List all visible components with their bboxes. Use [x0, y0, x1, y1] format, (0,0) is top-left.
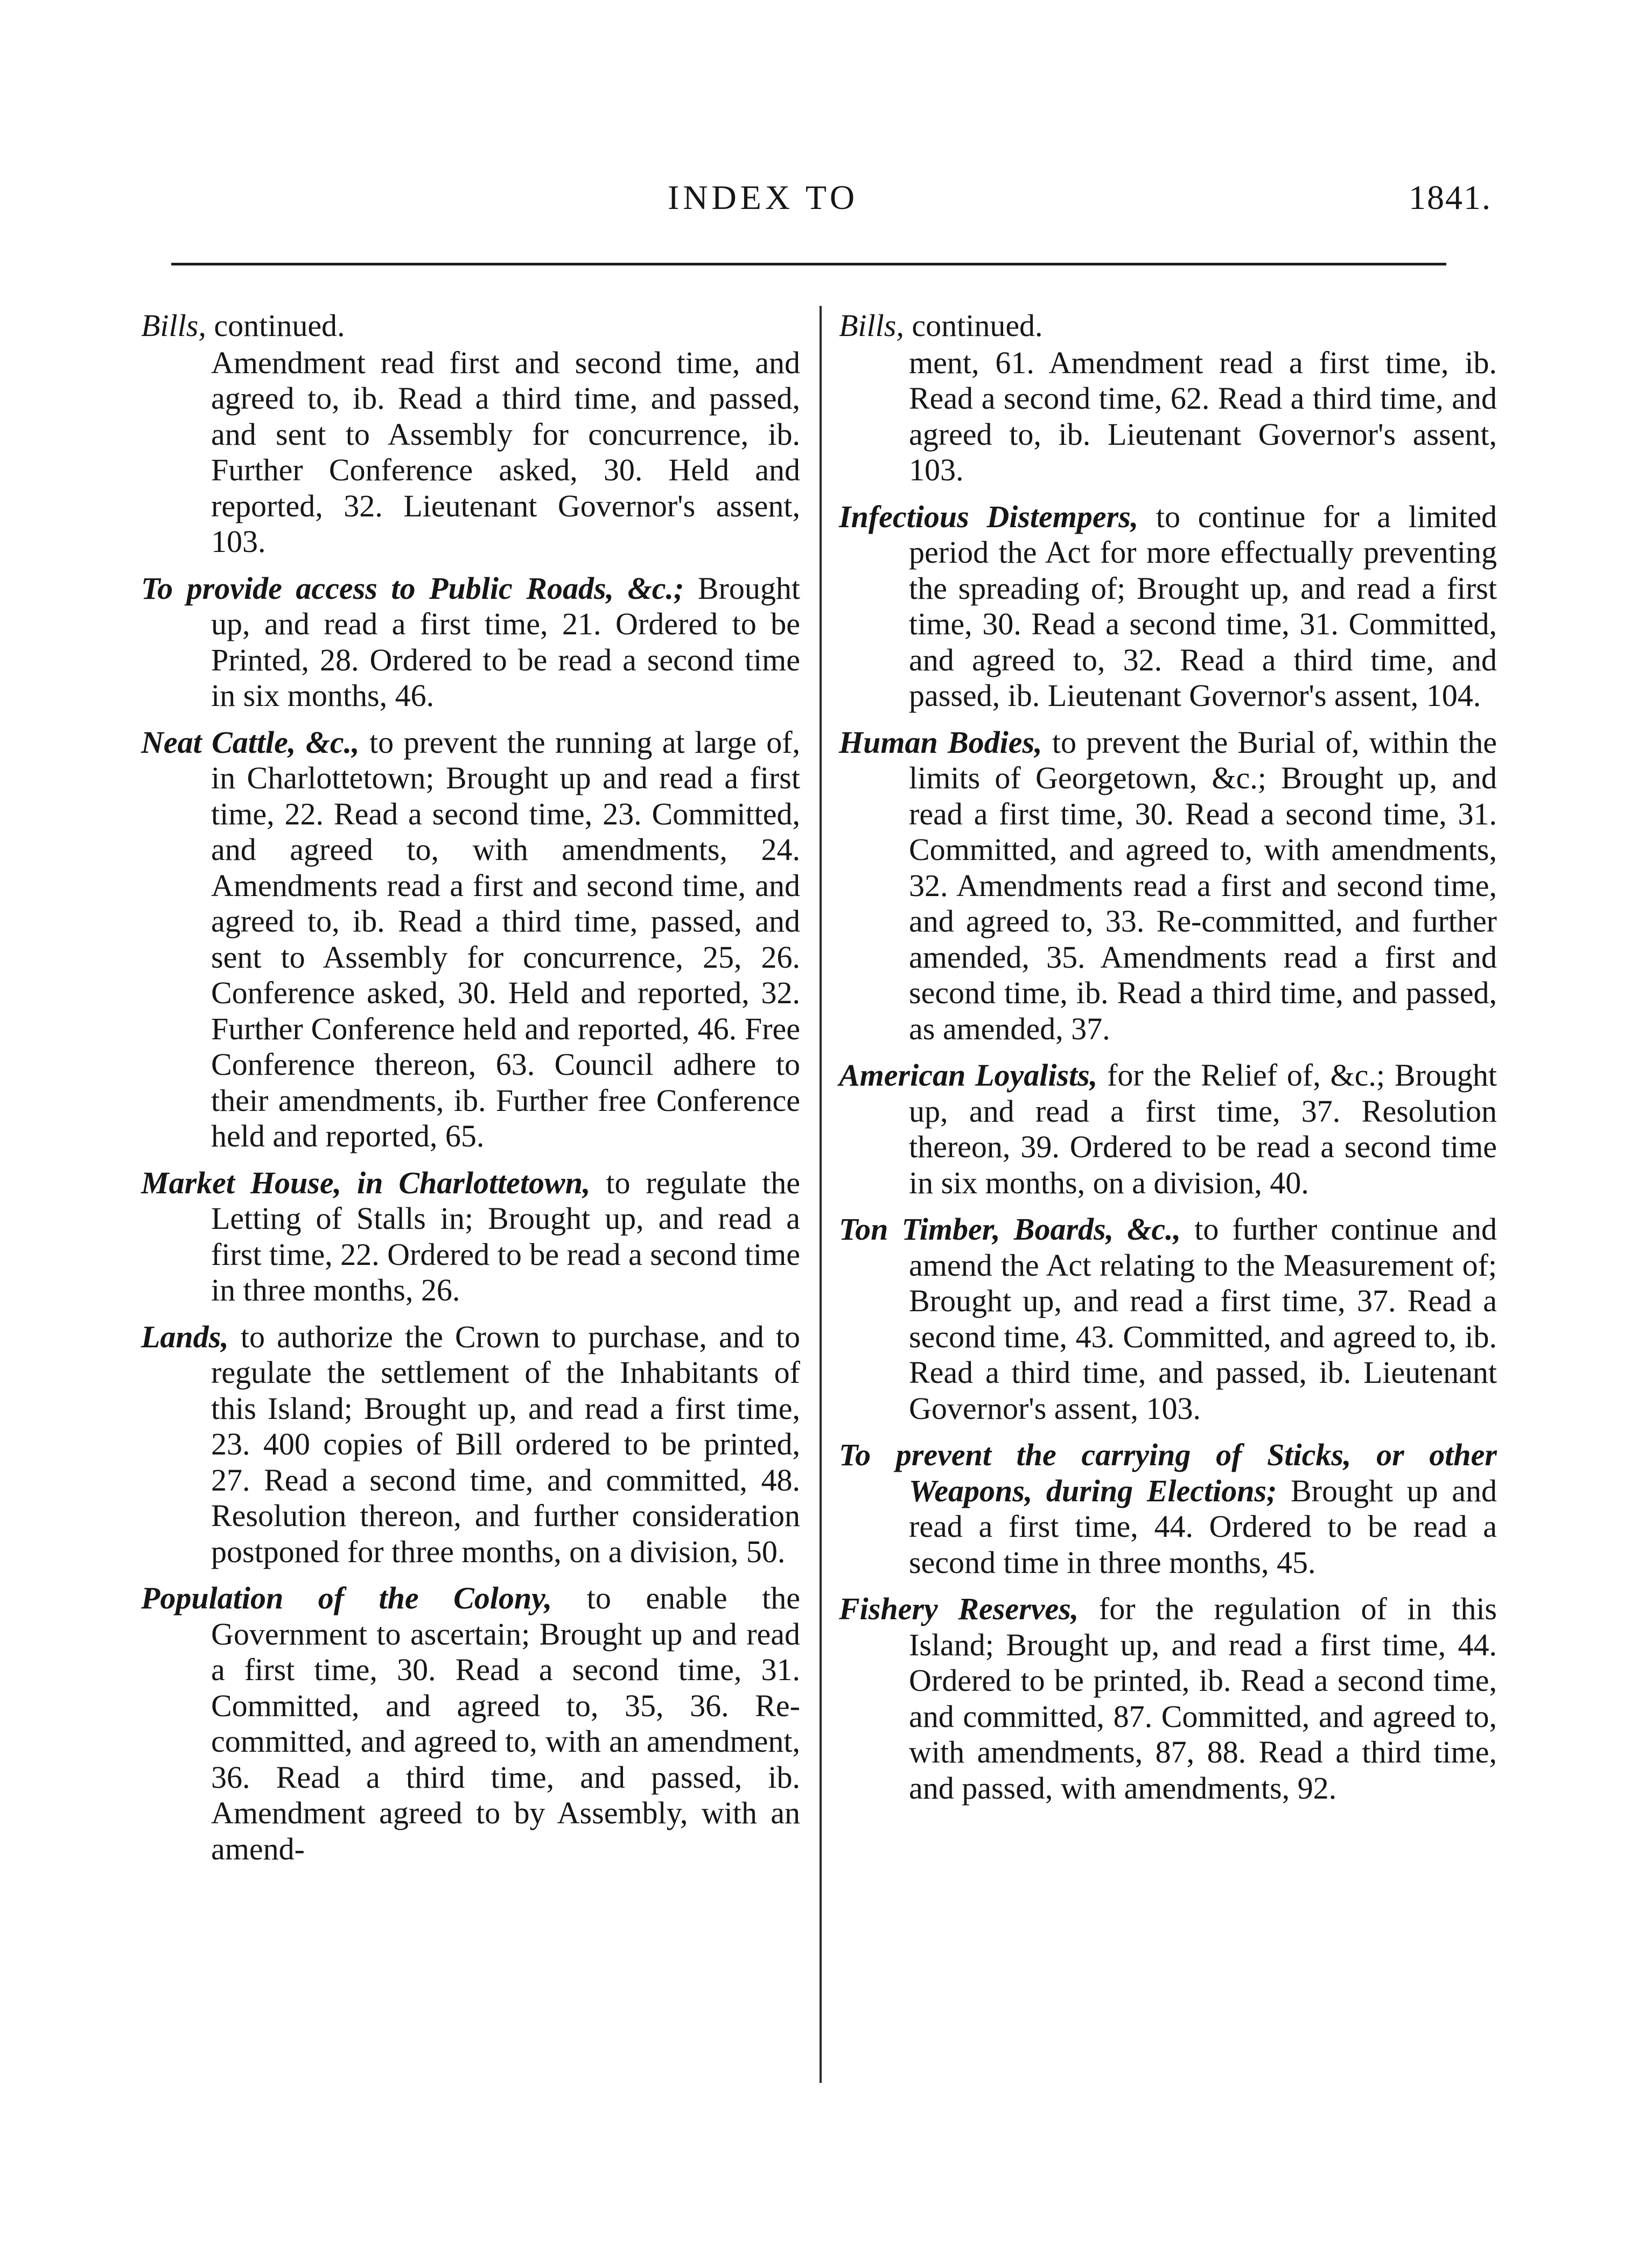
entry-text: Brought up and read a first time, 44. Ordered to be read a second time in three months, 45.	[909, 1473, 1497, 1580]
entry-heading: Ton Timber, Boards, &c.,	[839, 1212, 1181, 1247]
page-year: 1841.	[1409, 178, 1492, 216]
continued-suffix: continued.	[214, 308, 345, 343]
entry-text: to enable the Government to ascertain; Brought up and read a first time, 30. Read a second time, 31. Committed, and agreed to, 35, 36. Re-committed, and agreed to, with an amendment, 36. Read a third time, and passed, ib. Amendment agreed to by Assembly, with an amend-	[211, 1580, 800, 1866]
index-entry	[141, 1580, 800, 1867]
index-entry	[141, 1319, 800, 1570]
entry-text: Brought up, and read a first time, 21. Ordered to be Printed, 28. Ordered to be read a second time in six months, 46.	[211, 570, 800, 713]
entry-text: to prevent the running at large of, in Charlottetown; Brought up and read a first time, 22. Read a second time, 23. Committed, and agreed to, with amendments, 24. Amendments read a first and second time, and agreed to, ib. Read a third time, passed, and sent to Assembly for concurrence, 25, 26. Conference asked, 30. Held and reported, 32. Further Conference held and reported, 46. Free Conference thereon, 63. Council adhere to their amendments, ib. Further free Conference held and reported, 65.	[211, 724, 801, 1153]
entry-heading: American Loyalists,	[839, 1058, 1098, 1093]
continued-heading	[141, 308, 800, 344]
entry-text: to prevent the Burial of, within the limits of Georgetown, &c.; Brought up, and read a first time, 30. Read a second time, 31. Committed, and agreed to, with amendments, 32. Amendments read a first and second time, and agreed to, 33. Re-committed, and further amended, 35. Amendments read a first and second time, ib. Read a third time, and passed, as amended, 37.	[909, 724, 1497, 1046]
entry-text: to continue for a limited period the Act for more effectually preventing the spreading of; Brought up, and read a first time, 30. Read a second time, 31. Committed, and agreed to, 32. Read a third time, and passed, ib. Lieutenant Governor's assent, 104.	[909, 499, 1497, 713]
continued-suffix: continued.	[912, 308, 1043, 343]
index-entry	[839, 1591, 1497, 1806]
index-entry	[839, 725, 1497, 1047]
continued-label: Bills,	[141, 308, 206, 343]
header-rule	[171, 263, 1446, 265]
entry-heading: To provide access to Public Roads, &c.;	[141, 570, 684, 606]
entry-heading: Market House, in Charlottetown,	[141, 1165, 591, 1200]
entry-heading: Human Bodies,	[839, 724, 1042, 760]
index-entry	[141, 571, 800, 714]
entry-text: to regulate the Letting of Stalls in; Brought up, and read a first time, 22. Ordered to be read a second time in three months, 26.	[211, 1165, 800, 1307]
entry-heading: Neat Cattle, &c.,	[141, 724, 360, 760]
index-entry	[141, 725, 800, 1155]
index-entry	[839, 1437, 1497, 1580]
entry-heading: To prevent the carrying of Sticks, or other Weapons, during Elections;	[839, 1437, 1497, 1508]
continued-heading	[839, 308, 1497, 344]
entry-text: for the Relief of, &c.; Brought up, and read a first time, 37. Resolution thereon, 39. Ordered to be read a second time in six months, on a division, 40.	[909, 1058, 1497, 1200]
continuation-text	[839, 345, 1497, 488]
entry-text: to further continue and amend the Act relating to the Measurement of; Brought up, and read a first time, 37. Read a second time, 43. Committed, and agreed to, ib. Read a third time, and passed, ib. Lieutenant Governor's assent, 103.	[909, 1212, 1497, 1426]
index-entry	[141, 1165, 800, 1309]
index-entry	[839, 499, 1497, 714]
entry-heading: Infectious Distempers,	[839, 499, 1139, 534]
column-divider	[820, 306, 822, 2083]
entry-text: ment, 61. Amendment read a first time, ib. Read a second time, 62. Read a third time, and agreed to, ib. Lieutenant Governor's assent, 103.	[909, 345, 1497, 487]
continued-label: Bills,	[839, 308, 904, 343]
left-column	[141, 308, 800, 1878]
running-title: INDEX TO	[668, 178, 859, 216]
continuation-text	[141, 345, 800, 560]
entry-heading: Population of the Colony,	[141, 1580, 552, 1615]
right-column	[839, 308, 1497, 1817]
entry-heading: Fishery Reserves,	[839, 1591, 1079, 1626]
index-entry	[839, 1212, 1497, 1426]
entry-text: for the regulation of in this Island; Brought up, and read a first time, 44. Ordered to be printed, ib. Read a second time, and committed, 87. Committed, and agreed to, with amendments, 87, 88. Read a third time, and passed, with amendments, 92.	[909, 1591, 1497, 1806]
entry-text: Amendment read first and second time, and agreed to, ib. Read a third time, and passed, and sent to Assembly for concurrence, ib. Further Conference asked, 30. Held and reported, 32. Lieutenant Governor's assent, 103.	[211, 345, 800, 559]
entry-heading: Lands,	[141, 1319, 229, 1354]
entry-text: to authorize the Crown to purchase, and to regulate the settlement of the Inhabitants of this Island; Brought up, and read a first time, 23. 400 copies of Bill ordered to be printed, 27. Read a second time, and committed, 48. Resolution thereon, and further consideration postponed for three months, on a division, 50.	[211, 1319, 801, 1569]
page-header	[0, 178, 1652, 232]
index-entry	[839, 1058, 1497, 1201]
